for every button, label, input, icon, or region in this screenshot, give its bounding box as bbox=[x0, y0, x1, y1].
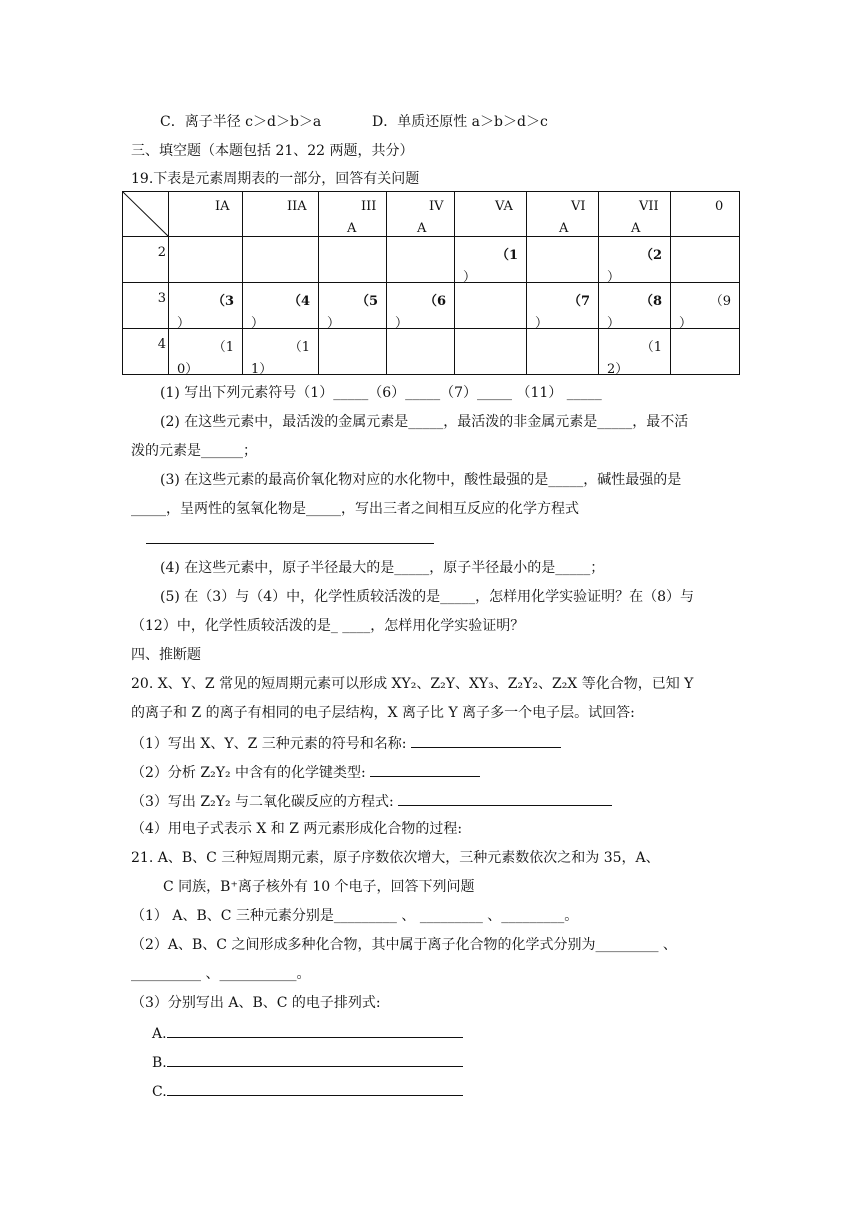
q20-stem-line-1: 20. X、Y、Z 常见的短周期元素可以形成 XY₂、Z₂Y、XY₃、Z₂Y₂、Z₂X 等化合物，已知 Y bbox=[131, 676, 694, 692]
q21-answer-b: B. bbox=[152, 1052, 463, 1072]
section-4-title: 四、推断题 bbox=[131, 647, 201, 663]
element-cell bbox=[387, 237, 455, 283]
element-cell: （1 ） bbox=[455, 237, 527, 283]
q19-part-2-line-1: (2) 在这些元素中，最活泼的金属元素是_____，最活泼的非金属元素是_____，最不活 bbox=[160, 414, 689, 430]
section-3-title: 三、填空题（本题包括 21、22 两题，共分） bbox=[131, 143, 414, 159]
q19-part-3-line-2: _____，呈两性的氢氧化物是_____，写出三者之间相互反应的化学方程式 bbox=[131, 501, 579, 517]
period-label: 3 bbox=[123, 283, 169, 329]
element-cell: （5 ） bbox=[319, 283, 387, 329]
element-cell bbox=[527, 237, 599, 283]
q19-part-1: (1) 写出下列元素符号（1）_____（6）_____（7）_____ （11） _____ bbox=[160, 385, 602, 401]
group-header: IA bbox=[169, 192, 243, 237]
element-cell bbox=[671, 329, 740, 375]
q19-part-3-answer-line[interactable] bbox=[146, 543, 434, 544]
group-header: VA bbox=[455, 192, 527, 237]
option-c: C．离子半径 c＞d＞b＞a bbox=[160, 114, 322, 130]
q21-stem-line-2: C 同族，B⁺离子核外有 10 个电子，回答下列问题 bbox=[163, 879, 475, 895]
diagonal-line bbox=[123, 192, 169, 237]
element-cell bbox=[527, 329, 599, 375]
element-cell bbox=[169, 237, 243, 283]
answer-line-a[interactable] bbox=[167, 1023, 463, 1038]
q20-stem-line-2: 的离子和 Z 的离子有相同的电子层结构，X 离子比 Y 离子多一个电子层。试回答: bbox=[131, 705, 635, 721]
q21-sub-3: （3）分别写出 A、B、C 的电子排列式: bbox=[131, 995, 381, 1011]
q21-sub-2-line-2: __________ 、___________。 bbox=[131, 966, 311, 982]
element-cell: （9 ） bbox=[671, 283, 740, 329]
element-cell bbox=[455, 283, 527, 329]
q20-sub-3: （3）写出 Z₂Y₂ 与二氧化碳反应的方程式: bbox=[131, 791, 612, 811]
element-cell: （7 ） bbox=[527, 283, 599, 329]
element-cell: （1 2） bbox=[599, 329, 671, 375]
option-d: D．单质还原性 a＞b＞d＞c bbox=[372, 114, 548, 130]
element-cell bbox=[387, 329, 455, 375]
group-header: IIA bbox=[243, 192, 319, 237]
group-header: IV A bbox=[387, 192, 455, 237]
q19-part-5-line-2: （12）中，化学性质较活泼的是_ ____，怎样用化学实验证明？ bbox=[131, 618, 525, 634]
q21-answer-c: C. bbox=[152, 1081, 463, 1101]
element-cell bbox=[671, 237, 740, 283]
q20-sub-1: （1）写出 X、Y、Z 三种元素的符号和名称: bbox=[131, 733, 561, 753]
q19-part-4: (4) 在这些元素中，原子半径最大的是_____，原子半径最小的是_____； bbox=[160, 560, 605, 576]
element-cell: （6 ） bbox=[387, 283, 455, 329]
group-header: III A bbox=[319, 192, 387, 237]
element-cell bbox=[319, 329, 387, 375]
element-cell: （1 0） bbox=[169, 329, 243, 375]
answer-line-b[interactable] bbox=[167, 1052, 463, 1067]
answer-line-c[interactable] bbox=[167, 1081, 463, 1096]
period-label: 4 bbox=[123, 329, 169, 375]
q21-answer-a: A. bbox=[152, 1023, 463, 1043]
element-cell: （3 ） bbox=[169, 283, 243, 329]
group-header: 0 bbox=[671, 192, 740, 237]
q21-sub-2-line-1: （2）A、B、C 之间形成多种化合物，其中属于离子化合物的化学式分别为_________ 、 bbox=[131, 937, 677, 953]
periodic-table bbox=[122, 191, 740, 375]
element-cell bbox=[243, 237, 319, 283]
q20-answer-1[interactable] bbox=[411, 733, 561, 748]
q20-answer-2[interactable] bbox=[370, 762, 480, 777]
q19-part-3-line-1: (3) 在这些元素的最高价氧化物对应的水化物中，酸性最强的是_____，碱性最强的是 bbox=[160, 472, 682, 488]
element-cell: （2 ） bbox=[599, 237, 671, 283]
element-cell bbox=[319, 237, 387, 283]
q19-stem: 19.下表是元素周期表的一部分，回答有关问题 bbox=[131, 171, 420, 187]
q20-sub-4: （4）用电子式表示 X 和 Z 两元素形成化合物的过程: bbox=[131, 821, 463, 837]
element-cell: （1 1） bbox=[243, 329, 319, 375]
diagonal-header-cell bbox=[123, 192, 169, 237]
q20-answer-3[interactable] bbox=[398, 791, 612, 806]
element-cell bbox=[455, 329, 527, 375]
group-header: VII A bbox=[599, 192, 671, 237]
period-label: 2 bbox=[123, 237, 169, 283]
q21-sub-1: （1） A、B、C 三种元素分别是_________ 、 _________ 、_________。 bbox=[131, 908, 579, 924]
q19-part-5-line-1: (5) 在（3）与（4）中，化学性质较活泼的是_____，怎样用化学实验证明？在（8）与 bbox=[160, 589, 695, 605]
element-cell: （8 ） bbox=[599, 283, 671, 329]
q20-sub-2: （2）分析 Z₂Y₂ 中含有的化学键类型: bbox=[131, 762, 480, 782]
group-header: VI A bbox=[527, 192, 599, 237]
element-cell: （4 ） bbox=[243, 283, 319, 329]
q21-stem-line-1: 21. A、B、C 三种短周期元素，原子序数依次增大，三种元素数依次之和为 35，A、 bbox=[131, 850, 660, 866]
q19-part-2-line-2: 泼的元素是______； bbox=[131, 443, 257, 459]
